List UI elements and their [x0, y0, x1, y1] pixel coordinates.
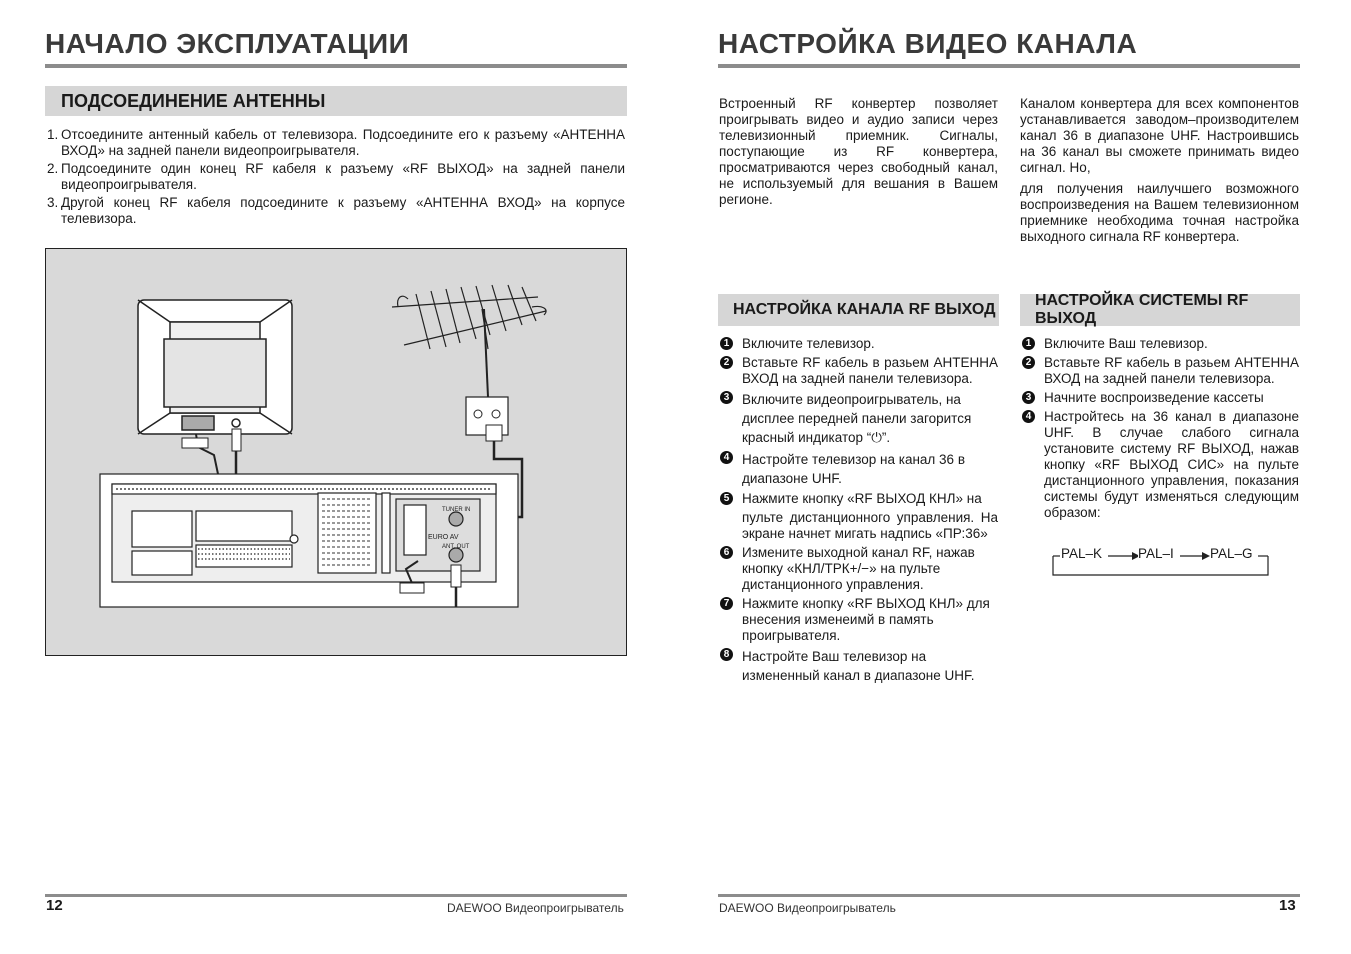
step-number-badge: 2 — [720, 356, 733, 369]
right-footer-brand: DAEWOO Видеопроигрыватель — [719, 901, 896, 915]
rf-system-steps — [1022, 336, 1299, 524]
right-page-number: 13 — [1279, 897, 1296, 914]
step-number-badge: 8 — [720, 648, 733, 661]
step-number-badge: 2 — [1022, 356, 1035, 369]
outlet-socket-1 — [474, 410, 482, 418]
scart-plug-lower — [400, 583, 424, 593]
antenna — [392, 285, 546, 397]
rf-plug-tv — [232, 429, 241, 451]
list-item: 3 Включите видеопроигрыватель, на дисплее передней панели загорится красный индикатор “⏻”. — [720, 390, 998, 447]
list-item: 2 Вставьте RF кабель в разьем АНТЕННА ВХОД на задней панели телевизора. — [1022, 355, 1299, 387]
list-item: 8 Настройте Ваш телевизор на измененный канал в диапазоне UHF. — [720, 647, 998, 685]
step-number-badge: 3 — [1022, 391, 1035, 404]
right-page-title: НАСТРОЙКА ВИДЕО КАНАЛА — [718, 28, 1138, 59]
list-item: 3 Начните воспроизведение кассеты — [1022, 390, 1299, 406]
antenna-section-header — [45, 86, 627, 116]
step-number-badge: 4 — [1022, 410, 1035, 423]
rf-system-section-title: НАСТРОЙКА СИСТЕМЫ RF ВЫХОД — [1035, 292, 1249, 327]
list-item: 7 Нажмите кнопку «RF ВЫХОД КНЛ» для внесения изменеимй в память проигрывателя. — [720, 596, 998, 644]
list-item: 4 Настройтесь на 36 канал в диапазоне UHF. В случае слабого сигнала установите систему RF ВЫХОД, нажав кнопку «RF ВЫХОД СИС» на пульте дистанционного управления, показания системы будут изменяться следующим образом: — [1022, 409, 1299, 521]
list-item: пульте дистанционного управления. На экране начнет мигать надпись «ПР:36» — [742, 510, 998, 541]
antenna-steps-list — [47, 127, 625, 229]
list-item: 1 Включите Ваш телевизор. — [1022, 336, 1299, 352]
intro-right-paragraph-2: для получения наилучшего возможного воспроизведения на Вашем телевизионном приемнике необходима точная настройка выходного сигнала RF конвертера. — [1020, 181, 1299, 244]
list-item: 2. Подсоедините один конец RF кабеля к разъему «RF ВЫХОД» на задней панели видеопроигрывателя. — [47, 161, 625, 192]
step-number-badge: 6 — [720, 546, 733, 559]
right-title-rule — [718, 64, 1300, 68]
list-item: 4 Настройте телевизор на канал 36 в диапазоне UHF. — [720, 450, 998, 488]
left-footer-rule — [45, 894, 627, 897]
list-item: 2 Вставьте RF кабель в разьем АНТЕННА ВХОД на задней панели телевизора. — [720, 355, 998, 387]
connection-diagram — [45, 248, 627, 656]
rf-plug-vcr — [451, 565, 461, 587]
left-footer-brand: DAEWOO Видеопроигрыватель — [447, 901, 624, 915]
left-page-number: 12 — [46, 897, 63, 914]
step-number-badge: 5 — [720, 492, 733, 505]
rf-channel-steps — [720, 336, 998, 688]
pal-g-label: PAL–G — [1210, 546, 1253, 561]
rf-channel-section-header — [718, 294, 999, 326]
intro-right-paragraph-1: Каналом конвертера для всех компонентов устанавливается заводом–производителем канал 36 в диапазоне UHF. Настроившись на 36 канал вы сможете принимать видео сигнал. Но, — [1020, 96, 1299, 175]
pal-cycle-diagram — [1052, 544, 1270, 578]
label-euro-av: EURO AV — [428, 534, 459, 541]
pal-k-label: PAL–K — [1061, 546, 1103, 561]
outlet-socket-2 — [492, 410, 500, 418]
rf-system-section-header — [1020, 294, 1300, 326]
pal-i-label: PAL–I — [1138, 546, 1174, 561]
outlet-plug — [486, 425, 502, 441]
list-item: 1 Включите телевизор. — [720, 336, 998, 352]
label-tuner-in: TUNER IN — [442, 507, 471, 513]
right-footer-rule — [718, 894, 1300, 897]
step-number-badge: 4 — [720, 451, 733, 464]
list-item: 5 Нажмите кнопку «RF ВЫХОД КНЛ» на — [720, 491, 998, 507]
tv-set — [138, 300, 292, 434]
step-number-badge: 3 — [720, 391, 733, 404]
connection-illustration — [46, 249, 625, 654]
list-item: 6 Измените выходной канал RF, нажав кнопку «КНЛ/ТРК+/−» на пульте дистанционного управления. — [720, 545, 998, 593]
scart-plug-upper — [182, 438, 208, 448]
list-item: 3. Другой конец RF кабеля подсоедините к разъему «АНТЕННА ВХОД» на корпусе телевизора. — [47, 195, 625, 226]
step-number-badge: 1 — [720, 337, 733, 350]
antenna-section-title: ПОДСОЕДИНЕНИЕ АНТЕННЫ — [61, 90, 326, 111]
rf-channel-section-title: НАСТРОЙКА КАНАЛА RF ВЫХОД — [733, 301, 996, 318]
left-page-title: НАЧАЛО ЭКСПЛУАТАЦИИ — [45, 28, 410, 59]
intro-left-paragraph: Встроенный RF конвертер позволяет проигрывать видео и аудио записи через телевизионный приемник. Сигналы, поступающие из RF конвертера, просматриваются через свободный канал, не используемый для вешания в Вашем регионе. — [719, 96, 998, 207]
left-title-rule — [45, 64, 627, 68]
list-item: 1. Отсоедините антенный кабель от телевизора. Подсоедините его к разъему «АНТЕННА ВХОД» на задней панели видеопроигрывателя. — [47, 127, 625, 158]
label-ant-out: ANT. OUT — [442, 544, 470, 550]
step-number-badge: 7 — [720, 597, 733, 610]
step-number-badge: 1 — [1022, 337, 1035, 350]
